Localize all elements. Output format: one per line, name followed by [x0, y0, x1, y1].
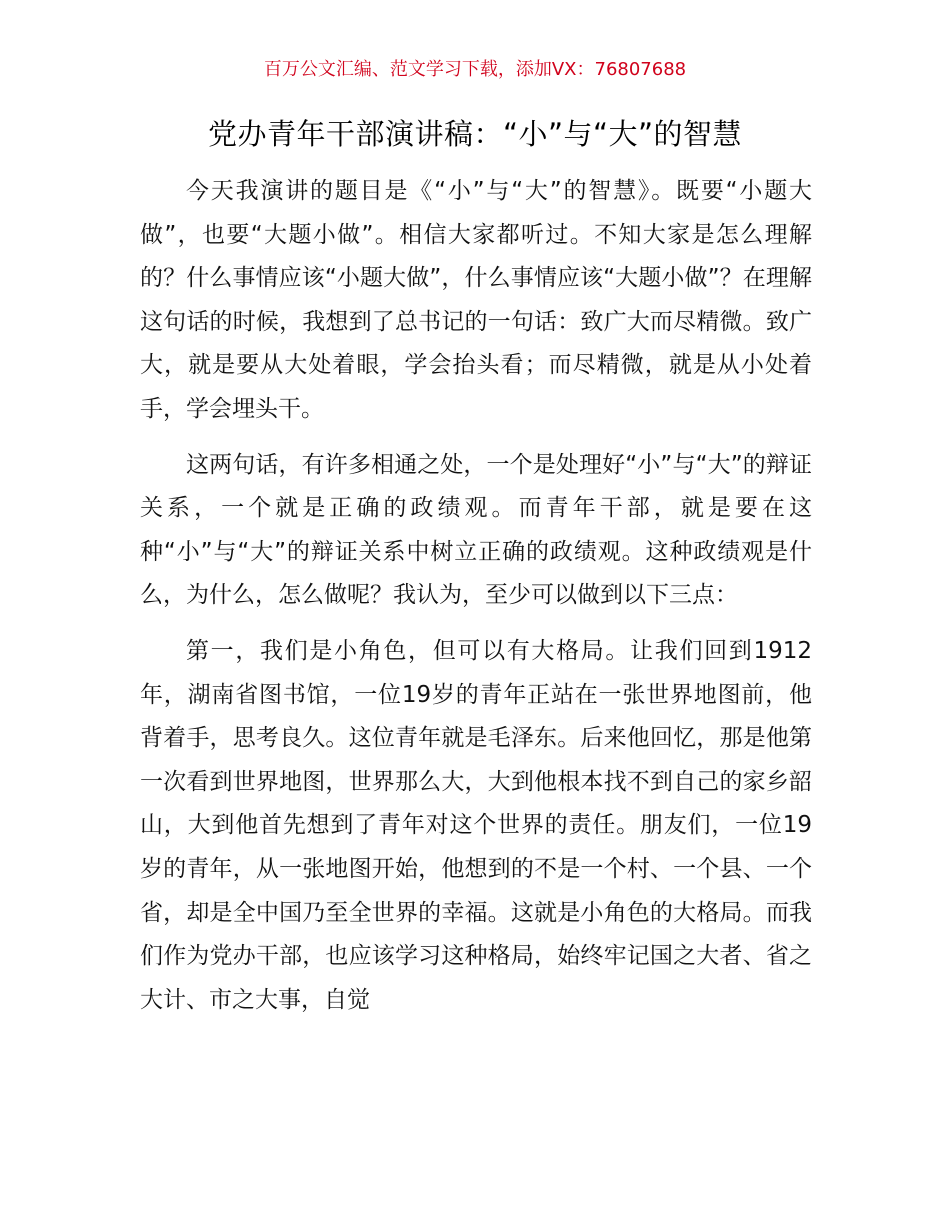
header-note: 百万公文汇编、范文学习下载，添加VX：76807688 — [263, 59, 687, 80]
document-title: 党办青年干部演讲稿：“小”与“大”的智慧 — [207, 117, 743, 151]
document-body — [140, 170, 812, 1034]
paragraph-3: 第一，我们是小角色，但可以有大格局。让我们回到1912年，湖南省图书馆，一位19岁的青年正站在一张世界地图前，他背着手，思考良久。这位青年就是毛泽东。后来他回忆，那是他第一次看到世界地图，世界那么大，大到他根本找不到自己的家乡韶山，大到他首先想到了青年对这个世界的责任。朋友们，一位19岁的青年，从一张地图开始，他想到的不是一个村、一个县、一个省，却是全中国乃至全世界的幸福。这就是小角色的大格局。而我们作为党办干部，也应该学习这种格局，始终牢记国之大者、省之大计、市之大事，自觉 — [140, 637, 812, 1013]
paragraph-2: 这两句话，有许多相通之处，一个是处理好“小”与“大”的辩证关系，一个就是正确的政绩观。而青年干部，就是要在这种“小”与“大”的辩证关系中树立正确的政绩观。这种政绩观是什么，为什么，怎么做呢？我认为，至少可以做到以下三点： — [140, 451, 812, 609]
paragraph-1: 今天我演讲的题目是《“小”与“大”的智慧》。既要“小题大做”，也要“大题小做”。相信大家都听过。不知大家是怎么理解的？什么事情应该“小题大做”，什么事情应该“大题小做”？在理解这句话的时候，我想到了总书记的一句话：致广大而尽精微。致广大，就是要从大处着眼，学会抬头看；而尽精微，就是从小处着手，学会埋头干。 — [140, 178, 812, 422]
